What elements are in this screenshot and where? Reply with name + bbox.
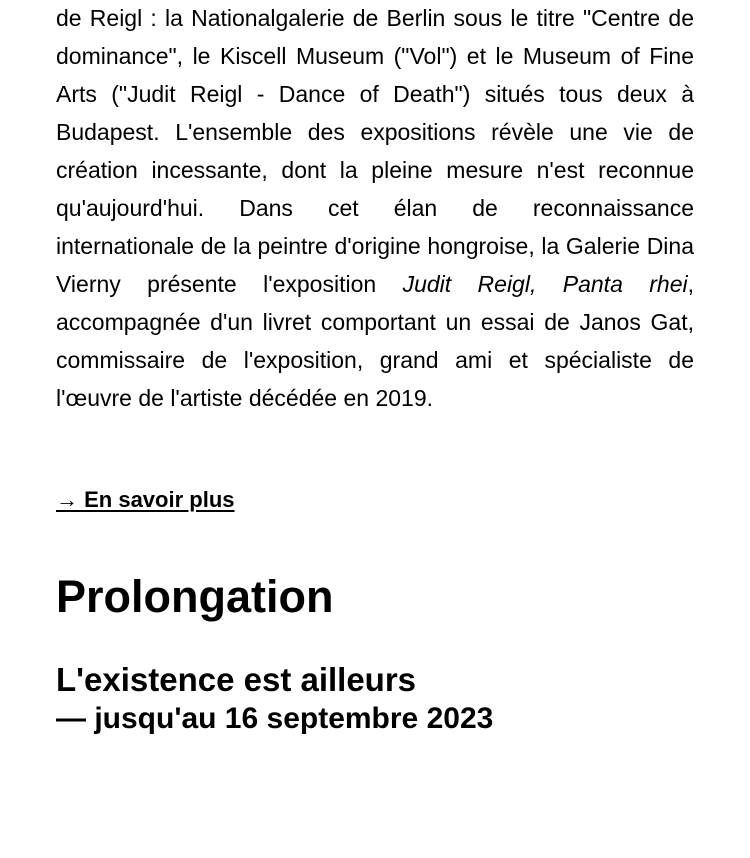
article-paragraph	[56, 0, 694, 417]
learn-more-link[interactable]: → En savoir plus	[56, 487, 235, 512]
article-text-before: de Reigl : la Nationalgalerie de Berlin sous le titre "Centre de dominance", le Kiscell Museum ("Vol") et le Museum of Fine Arts ("Judit Reigl - Dance of Death") situés tous deux à Budapest. L'ensemble des expositions révèle une vie de création incessante, dont la pleine mesure n'est reconnue qu'aujourd'hui. Dans cet élan de reconnaissance internationale de la peintre d'origine hongroise, la Galerie Dina Vierny présente l'exposition	[56, 5, 694, 297]
exhibition-title: L'existence est ailleurs	[56, 661, 417, 698]
article-text-after: , accompagnée d'un livret comportant un essai de Janos Gat, commissaire de l'exposition, grand ami et spécialiste de l'œuvre de l'artiste décédée en 2019.	[56, 271, 694, 411]
section-heading-prolongation: Prolongation	[56, 571, 334, 622]
exhibition-italic-title: Judit Reigl, Panta rhei	[402, 271, 688, 297]
main-content	[56, 0, 694, 739]
exhibition-dates: — jusqu'au 16 septembre 2023	[56, 702, 494, 735]
